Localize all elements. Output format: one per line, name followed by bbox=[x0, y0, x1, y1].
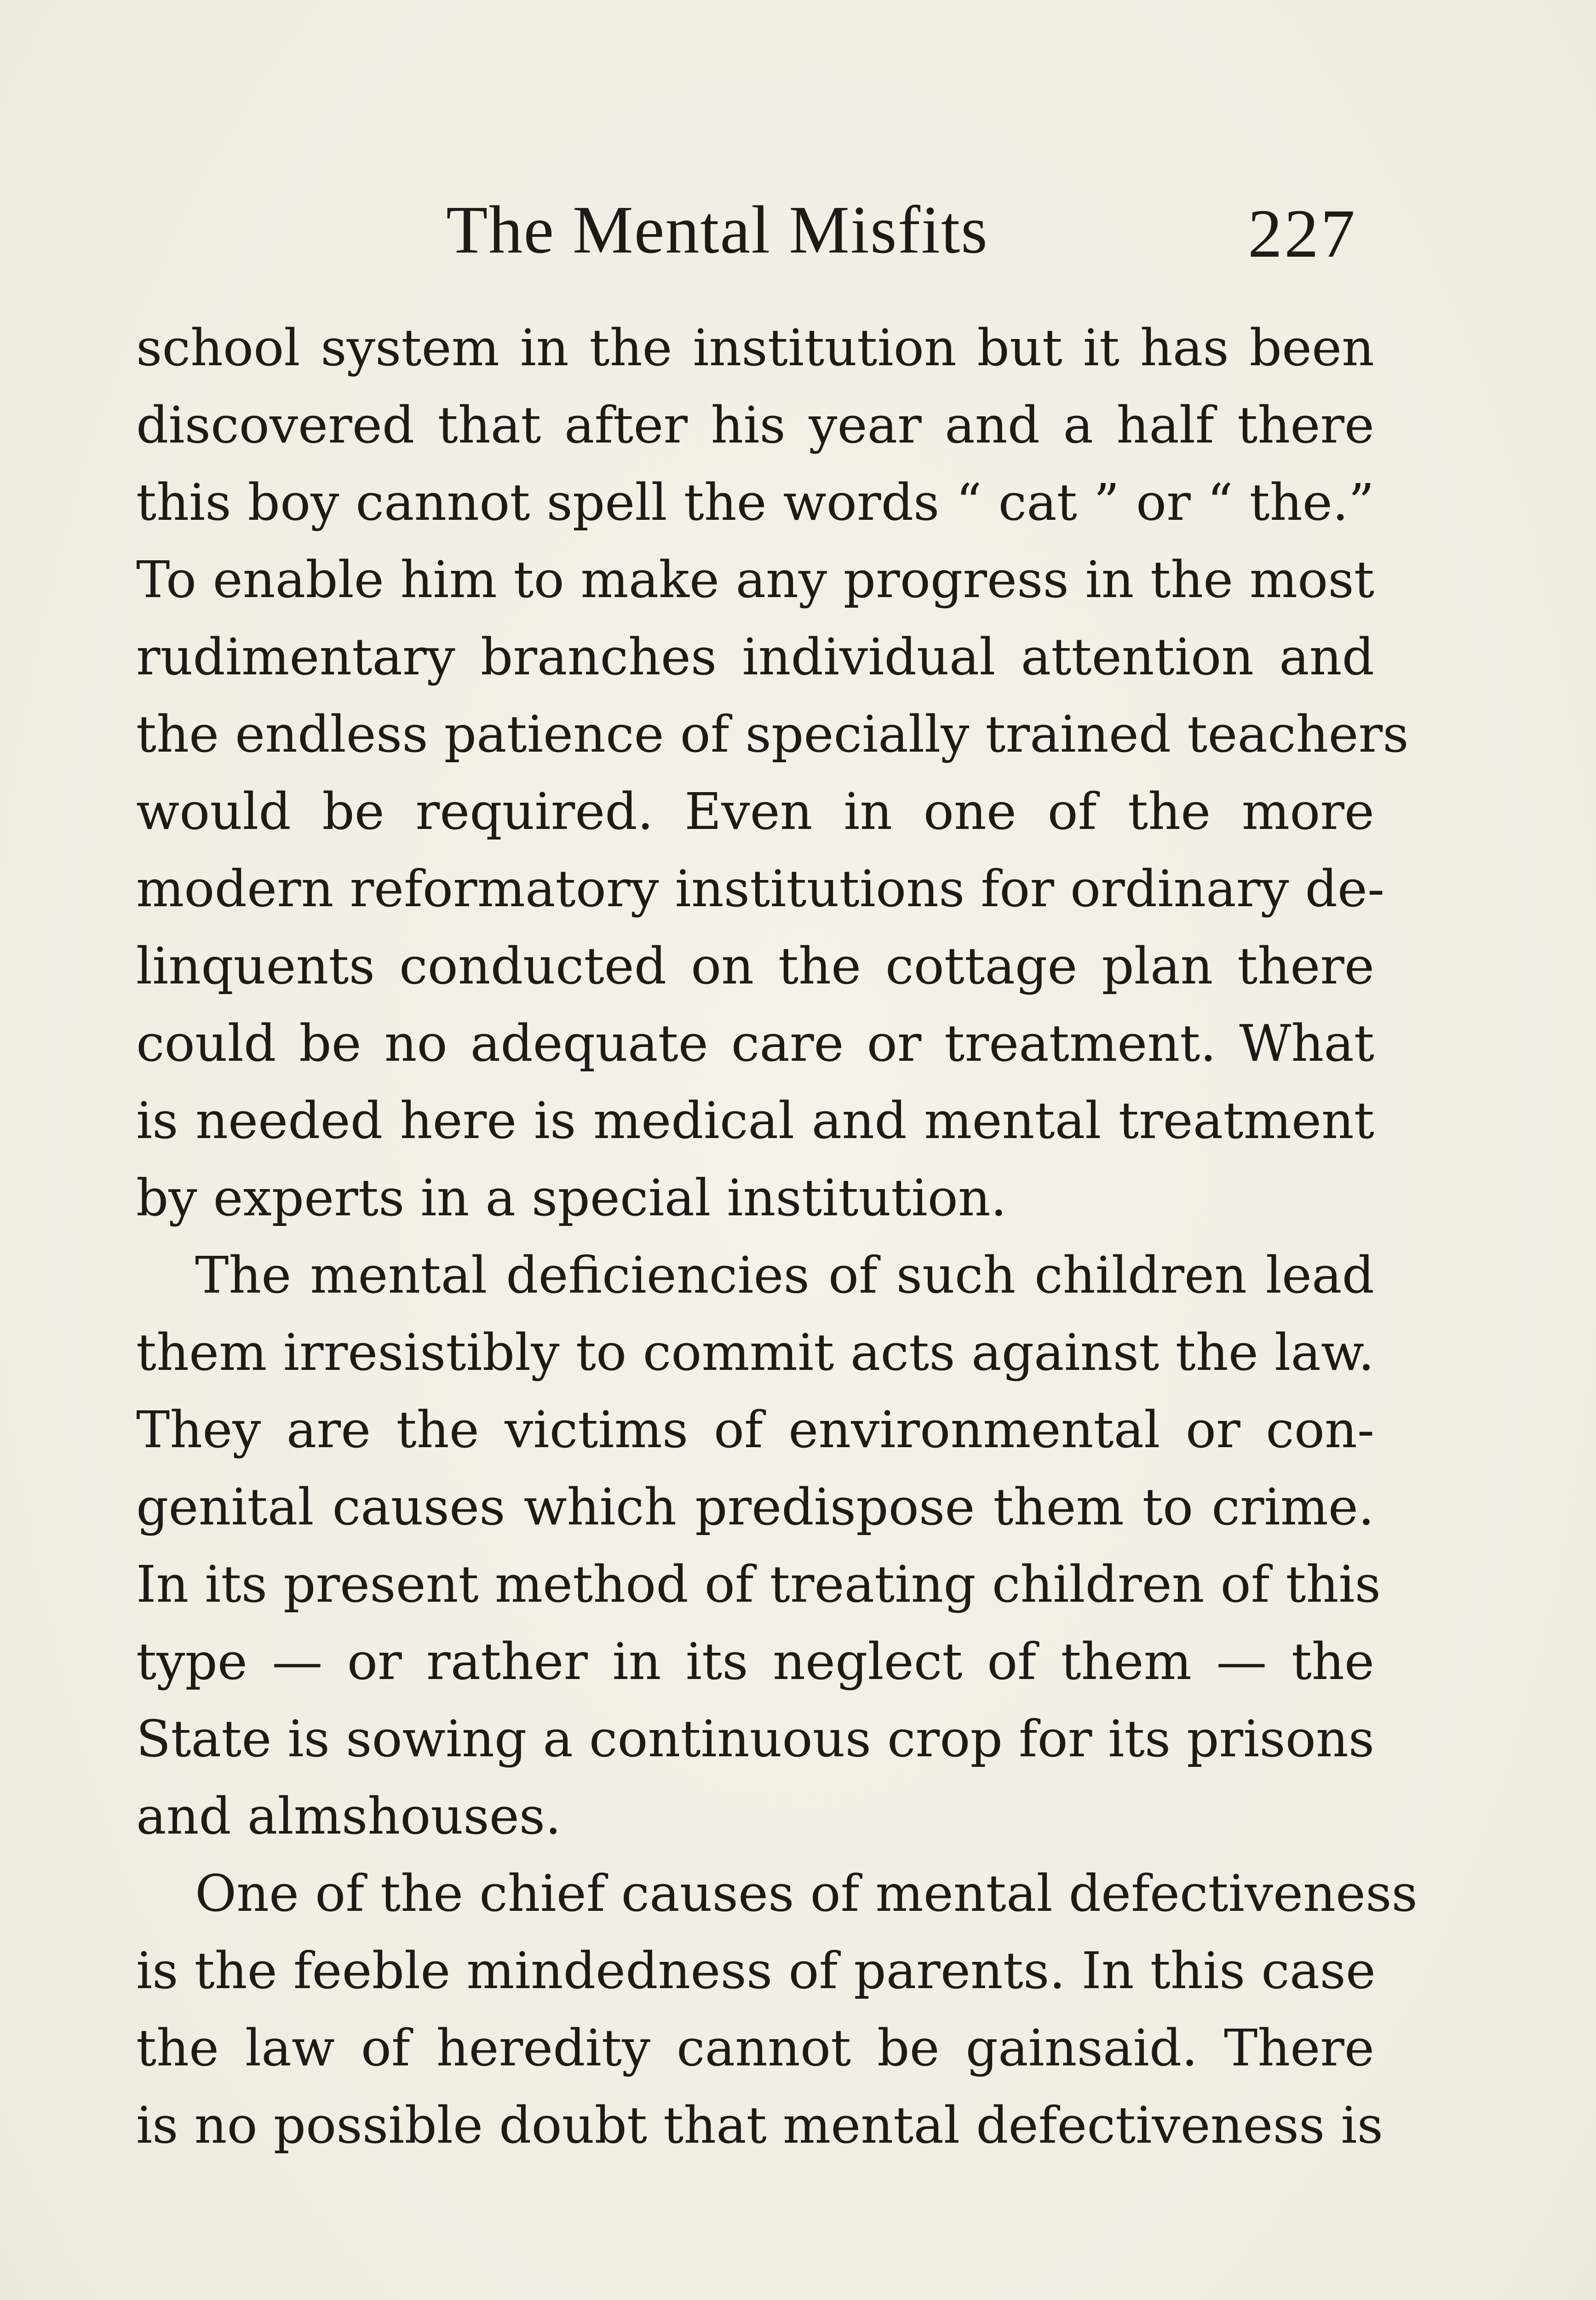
text-line: is the feeble mindedness of parents. In this case bbox=[136, 1941, 1376, 2000]
paragraph-start-line: The mental deficiencies of such children lead bbox=[195, 1246, 1374, 1305]
text-line: is no possible doubt that mental defectiveness is bbox=[136, 2096, 1384, 2155]
text-line: school system in the institution but it has been bbox=[136, 318, 1374, 377]
running-head bbox=[446, 192, 1357, 272]
text-line: this boy cannot spell the words “ cat ” or “ the.” bbox=[136, 473, 1374, 532]
text-line: the endless patience of specially trained teachers bbox=[136, 705, 1409, 764]
text-line: In its present method of treating children of this bbox=[136, 1555, 1381, 1614]
page-number: 227 bbox=[1248, 196, 1357, 272]
text-line: them irresistibly to commit acts against the law. bbox=[136, 1323, 1374, 1382]
text-line: modern reformatory institutions for ordinary de- bbox=[136, 859, 1385, 918]
text-line: genital causes which predispose them to crime. bbox=[136, 1478, 1374, 1536]
text-line: type — or rather in its neglect of them — the bbox=[136, 1632, 1374, 1691]
text-line: is needed here is medical and mental treatment bbox=[136, 1091, 1374, 1150]
text-line: would be required. Even in one of the more bbox=[136, 782, 1374, 841]
text-line: To enable him to make any progress in the most bbox=[136, 550, 1374, 609]
text-line: They are the victims of environmental or con- bbox=[136, 1400, 1374, 1459]
text-line: could be no adequate care or treatment. What bbox=[136, 1014, 1374, 1073]
text-line: linquents conducted on the cottage plan there bbox=[136, 937, 1374, 995]
paragraph-end-line: by experts in a special institution. bbox=[136, 1168, 1007, 1227]
text-line: the law of heredity cannot be gainsaid. There bbox=[136, 2018, 1374, 2077]
paragraph-end-line: and almshouses. bbox=[136, 1787, 562, 1846]
paragraph-start-line: One of the chief causes of mental defectiveness bbox=[195, 1864, 1418, 1923]
text-line: rudimentary branches individual attention and bbox=[136, 627, 1374, 686]
body-text bbox=[136, 309, 1418, 2164]
text-line: State is sowing a continuous crop for its prisons bbox=[136, 1709, 1375, 1768]
text-line: discovered that after his year and a half there bbox=[136, 396, 1374, 454]
running-title: The Mental Misfits bbox=[446, 192, 988, 268]
